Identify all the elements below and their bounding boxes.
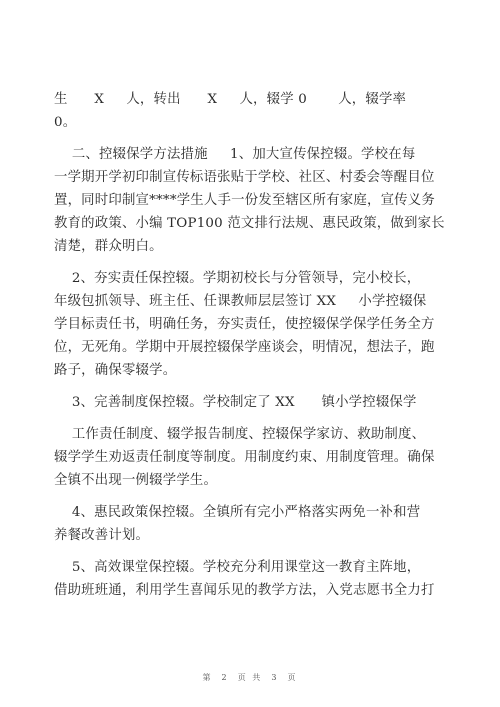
text-line: 3、完善制度保控辍。学校制定了 XX 镇小学控辍保学 xyxy=(54,395,417,410)
text-line: 路子，确保零辍学。 xyxy=(54,363,177,378)
text-line: 4、惠民政策保控辍。全镇所有完小严格落实两免一补和营 xyxy=(54,505,421,520)
text-line: 借助班班通，利用学生喜闻乐见的教学方法，入党志愿书全力打 xyxy=(54,583,435,598)
paragraph-gap xyxy=(54,258,446,267)
document-body xyxy=(54,88,446,602)
text-line: 位，无死角。学期中开展控辍保学座谈会，明情况，想法子，跑 xyxy=(54,340,435,355)
text-line: 生 X 人，转出 X 人，辍学 0 人，辍学率 xyxy=(54,92,407,107)
text-line: 置，同时印制宣****学生人手一份发至辖区所有家庭，宣传义务 xyxy=(54,193,435,208)
paragraph-gap xyxy=(54,382,446,391)
text-line: 教育的政策、小编 TOP100 范文排行法规、惠民政策，做到家长 xyxy=(54,216,445,231)
text-line: 学目标责任书，明确任务，夯实责任，使控辍保学保学任务全方 xyxy=(54,317,435,332)
paragraph-gap xyxy=(54,134,446,143)
text-line: 工作责任制度、辍学报告制度、控辍保学家访、救助制度、 xyxy=(54,427,426,442)
page-footer: 第 2 页 共 3 页 xyxy=(202,673,298,682)
paragraph-gap xyxy=(54,414,446,423)
text-line: 一学期开学初印制宣传标语张贴于学校、社区、村委会等醒目位 xyxy=(54,170,435,185)
text-line: 年级包抓领导、班主任、任课教师层层签订 XX 小学控辍保 xyxy=(54,294,427,309)
text-line: 全镇不出现一例辍学学生。 xyxy=(54,473,218,488)
paragraph-gap xyxy=(54,492,446,501)
text-line: 辍学学生劝返责任制度等制度。用制度约束、用制度管理。确保 xyxy=(54,450,435,465)
text-line: 养餐改善计划。 xyxy=(54,528,150,543)
text-line: 2、夯实责任保控辍。学期初校长与分管领导，完小校长， xyxy=(54,271,421,286)
text-line: 5、高效课堂保控辍。学校充分利用课堂这一教育主阵地， xyxy=(54,560,421,575)
paragraph-gap xyxy=(54,547,446,556)
text-line: 二、控辍保学方法措施 1、加大宣传保控辍。学校在每 xyxy=(54,147,416,162)
text-line: 清楚，群众明白。 xyxy=(54,239,163,254)
text-line: 0。 xyxy=(54,115,77,130)
